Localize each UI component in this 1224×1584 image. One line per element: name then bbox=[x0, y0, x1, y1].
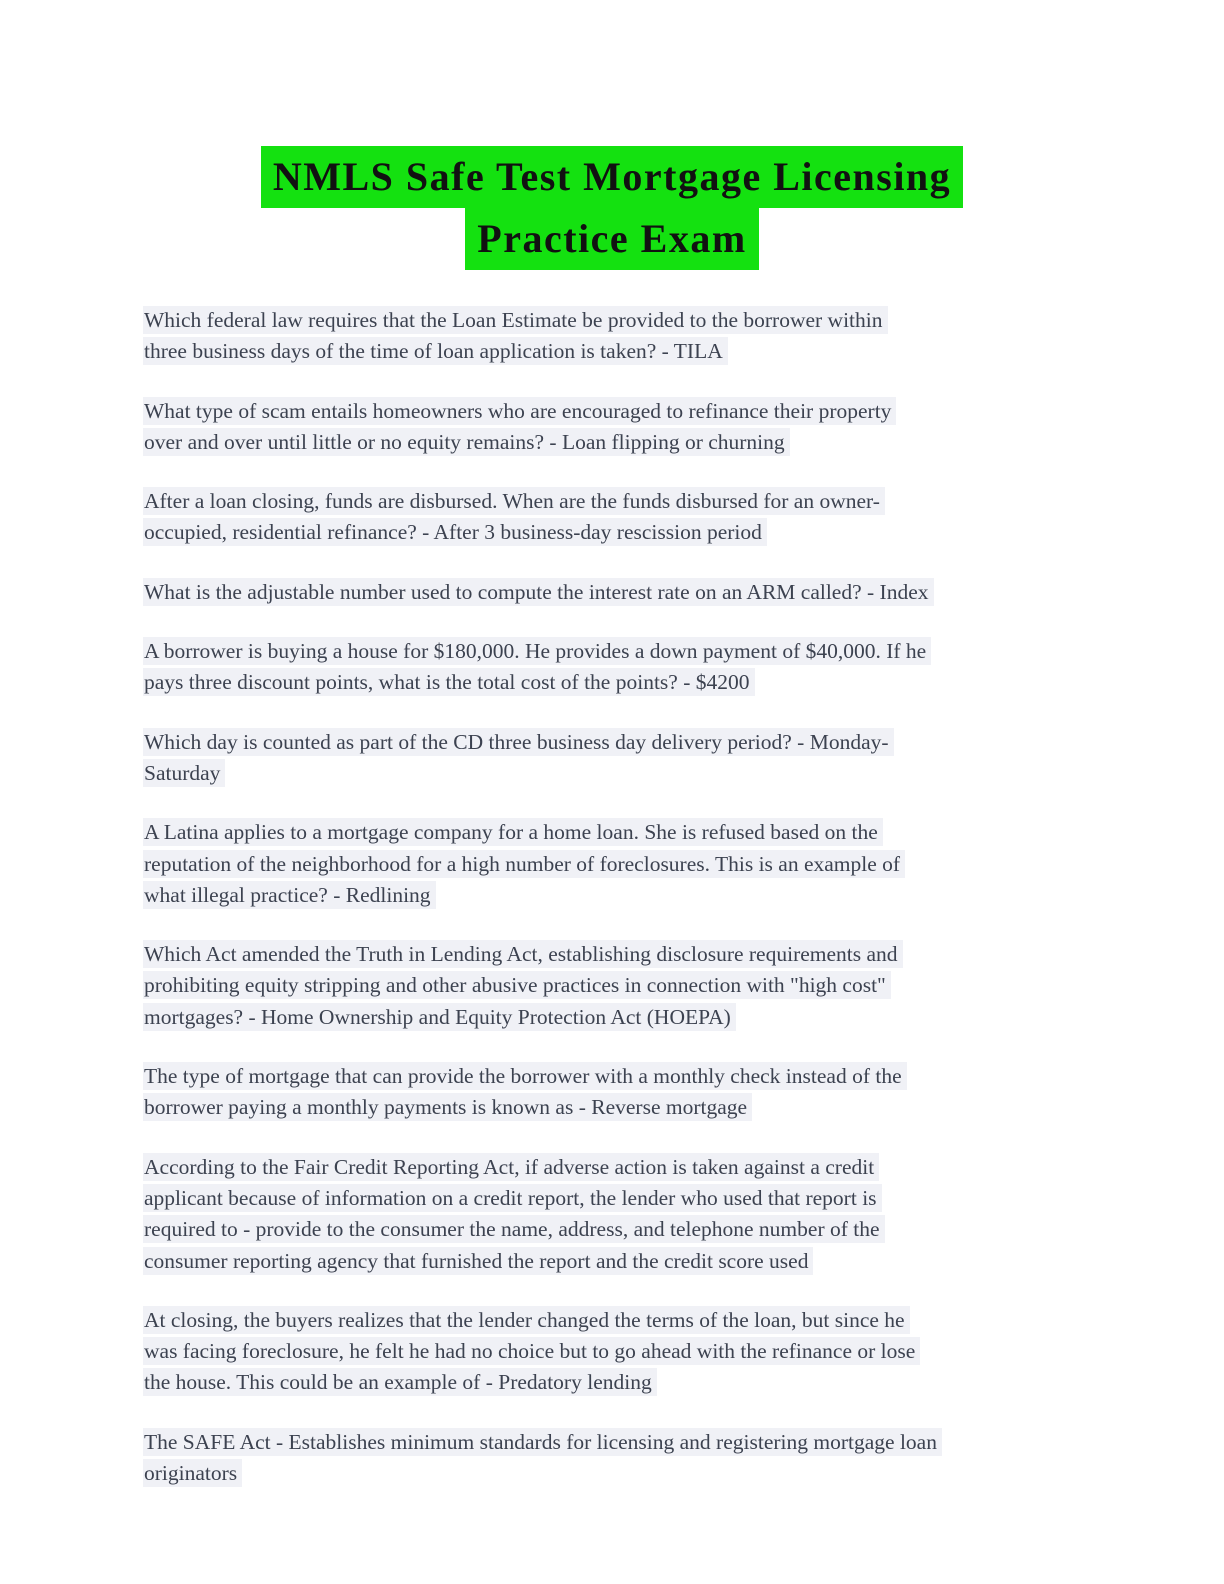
qa-line bbox=[143, 1306, 1081, 1337]
qa-line-text: After a loan closing, funds are disbursed. When are the funds disbursed for an owner- bbox=[143, 487, 885, 515]
qa-line bbox=[143, 1153, 1081, 1184]
qa-line-text: What is the adjustable number used to compute the interest rate on an ARM called? - Index bbox=[143, 578, 934, 606]
qa-paragraph bbox=[143, 728, 1081, 791]
qa-paragraph bbox=[143, 1153, 1081, 1278]
page-title-text: NMLS Safe Test Mortgage Licensing bbox=[261, 146, 963, 208]
qa-line-text: occupied, residential refinance? - After 3 business-day rescission period bbox=[143, 518, 767, 546]
qa-line-text: The SAFE Act - Establishes minimum standards for licensing and registering mortgage loan bbox=[143, 1428, 942, 1456]
qa-line-text: borrower paying a monthly payments is known as - Reverse mortgage bbox=[143, 1093, 752, 1121]
qa-line bbox=[143, 971, 1081, 1002]
qa-line bbox=[143, 850, 1081, 881]
page-title-line bbox=[143, 146, 1081, 208]
qa-line bbox=[143, 1093, 1081, 1124]
qa-line bbox=[143, 1368, 1081, 1399]
qa-paragraph bbox=[143, 818, 1081, 912]
qa-line-text: Which day is counted as part of the CD three business day delivery period? - Monday- bbox=[143, 728, 894, 756]
qa-line-text: pays three discount points, what is the total cost of the points? - $4200 bbox=[143, 668, 755, 696]
qa-line-text: Saturday bbox=[143, 759, 225, 787]
qa-line bbox=[143, 306, 1081, 337]
qa-line bbox=[143, 668, 1081, 699]
qa-line-text: consumer reporting agency that furnished the report and the credit score used bbox=[143, 1247, 813, 1275]
qa-line bbox=[143, 1337, 1081, 1368]
qa-line bbox=[143, 818, 1081, 849]
qa-line-text: three business days of the time of loan application is taken? - TILA bbox=[143, 337, 728, 365]
qa-line-text: Which federal law requires that the Loan Estimate be provided to the borrower within bbox=[143, 306, 888, 334]
qa-paragraph bbox=[143, 637, 1081, 700]
qa-line-text: reputation of the neighborhood for a high number of foreclosures. This is an example of bbox=[143, 850, 905, 878]
qa-line bbox=[143, 337, 1081, 368]
qa-line bbox=[143, 1062, 1081, 1093]
qa-line-text: what illegal practice? - Redlining bbox=[143, 881, 436, 909]
qa-line bbox=[143, 1459, 1081, 1490]
qa-line bbox=[143, 518, 1081, 549]
qa-line bbox=[143, 940, 1081, 971]
qa-line-text: the house. This could be an example of - Predatory lending bbox=[143, 1368, 657, 1396]
qa-line bbox=[143, 1003, 1081, 1034]
qa-line bbox=[143, 637, 1081, 668]
qa-line bbox=[143, 1215, 1081, 1246]
page-title-line bbox=[143, 208, 1081, 270]
qa-line-text: prohibiting equity stripping and other abusive practices in connection with "high cost" bbox=[143, 971, 891, 999]
qa-paragraph bbox=[143, 1428, 1081, 1491]
qa-line bbox=[143, 1184, 1081, 1215]
qa-paragraph bbox=[143, 397, 1081, 460]
qa-line-text: What type of scam entails homeowners who are encouraged to refinance their property bbox=[143, 397, 896, 425]
qa-line bbox=[143, 487, 1081, 518]
qa-line bbox=[143, 578, 1081, 609]
qa-line-text: A Latina applies to a mortgage company for a home loan. She is refused based on the bbox=[143, 818, 883, 846]
qa-line bbox=[143, 728, 1081, 759]
qa-line-text: applicant because of information on a credit report, the lender who used that report is bbox=[143, 1184, 882, 1212]
qa-line-text: The type of mortgage that can provide the borrower with a monthly check instead of the bbox=[143, 1062, 907, 1090]
qa-list bbox=[143, 306, 1081, 1490]
qa-paragraph bbox=[143, 1306, 1081, 1400]
qa-paragraph bbox=[143, 578, 1081, 609]
page-title bbox=[143, 146, 1081, 270]
qa-paragraph bbox=[143, 940, 1081, 1034]
qa-line-text: According to the Fair Credit Reporting Act, if adverse action is taken against a credit bbox=[143, 1153, 879, 1181]
qa-line-text: required to - provide to the consumer the name, address, and telephone number of the bbox=[143, 1215, 885, 1243]
qa-line-text: was facing foreclosure, he felt he had no choice but to go ahead with the refinance or lose bbox=[143, 1337, 920, 1365]
qa-line bbox=[143, 881, 1081, 912]
qa-line-text: originators bbox=[143, 1459, 242, 1487]
qa-line bbox=[143, 1247, 1081, 1278]
qa-line-text: mortgages? - Home Ownership and Equity Protection Act (HOEPA) bbox=[143, 1003, 736, 1031]
page-title-text: Practice Exam bbox=[465, 208, 758, 270]
qa-line-text: At closing, the buyers realizes that the lender changed the terms of the loan, but since he bbox=[143, 1306, 910, 1334]
qa-line bbox=[143, 759, 1081, 790]
qa-line-text: Which Act amended the Truth in Lending Act, establishing disclosure requirements and bbox=[143, 940, 903, 968]
qa-line bbox=[143, 1428, 1081, 1459]
qa-line-text: A borrower is buying a house for $180,000. He provides a down payment of $40,000. If he bbox=[143, 637, 931, 665]
qa-paragraph bbox=[143, 487, 1081, 550]
qa-line bbox=[143, 397, 1081, 428]
qa-paragraph bbox=[143, 306, 1081, 369]
qa-line-text: over and over until little or no equity remains? - Loan flipping or churning bbox=[143, 428, 790, 456]
qa-line bbox=[143, 428, 1081, 459]
qa-paragraph bbox=[143, 1062, 1081, 1125]
